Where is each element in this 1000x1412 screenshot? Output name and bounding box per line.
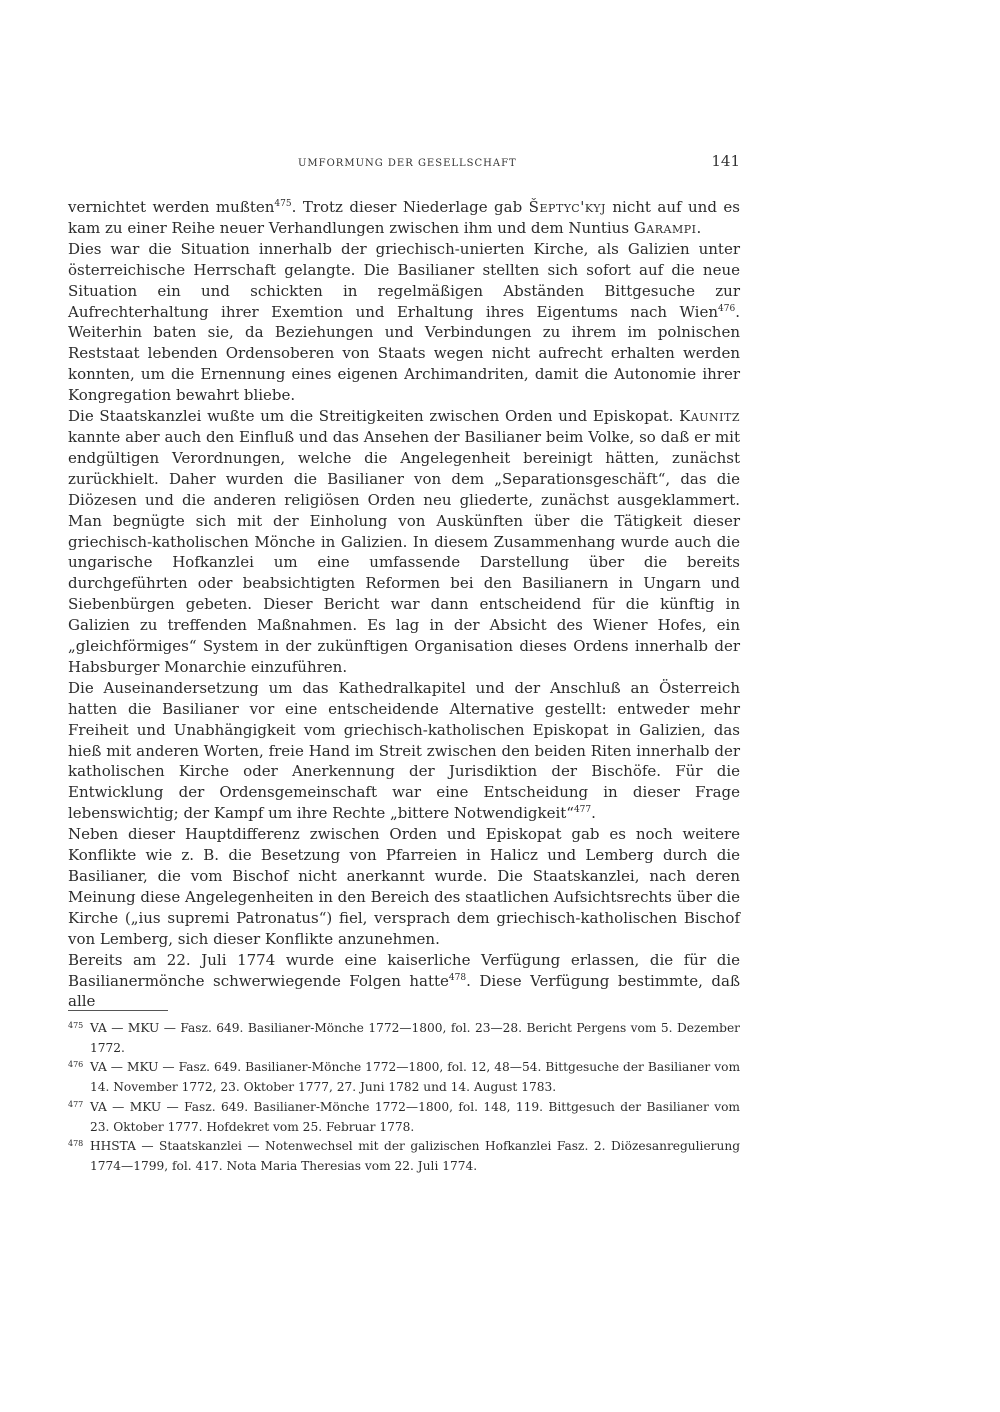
text-run: Die Auseinandersetzung um das Kathedralkapitel und der Anschluß an Österreich hatten die Basilianer vor eine entscheidende Alternative gestellt: entweder mehr Freiheit und Unabhängigkeit vom griechisch-katholischen Episkopat in Galizien, das hieß mit anderen Worten, freie Hand im Streit zwischen den beiden Riten innerhalb der katholischen Kirche oder Anerkennung der Jurisdiktion der Bischöfe. Für die Entwicklung der Ordensgemeinschaft war eine Entscheidung in dieser Frage lebenswichtig; der Kampf um ihre Rechte „bittere Notwendigkeit“ [68, 678, 740, 823]
footnote-ref: 478 [448, 972, 467, 983]
text-run: nicht auf und es kam zu einer Reihe neuer Verhandlungen zwischen ihm und dem Nuntius [68, 198, 740, 237]
text-run: . [591, 804, 596, 823]
footnote-text: VA — MKU — Fasz. 649. Basilianer-Mönche 1772—1800, fol. 148, 119. Bittgesuch der Basilianer vom 23. Oktober 1777. Hofdekret vom 25. Februar 1778. [90, 1099, 740, 1134]
text-run: Dies war die Situation innerhalb der griechisch-unierten Kirche, als Galizien unter österreichische Herrschaft gelangte. Die Basilianer stellten sich sofort auf die neue Situation ein und schickten in regelmäßigen Abständen Bittgesuche zur Aufrechterhaltung ihrer Exemtion und Erhaltung ihres Eigentums nach Wien [68, 239, 740, 321]
person-name: Kaunitz [679, 407, 740, 426]
footnote-ref: 475 [274, 199, 292, 209]
paragraph [68, 678, 740, 824]
text-run: . Diese Verfügung bestimmte, daß alle [68, 971, 740, 1011]
person-name: Garampi [633, 218, 697, 237]
text-run: kannte aber auch den Einfluß und das Ansehen der Basilianer beim Volke, so daß er mit endgültigen Verordnungen, welche die Angelegenheit bereinigt hätten, zunächst zurückhielt. Daher wurden die Basilianer von dem „Separationsgeschäft“, das die Diözesen und die anderen religiösen Orden neu gliederte, zunächst ausgeklammert. Man begnügte sich mit der Einholung von Auskünften über die Tätigkeit dieser griechisch-katholischen Mönche in Galizien. In diesem Zusammenhang wurde auch die ungarische Hofkanzlei um eine umfassende Darstellung über die bereits durchgeführten oder beabsichtigten Reformen bei den Basilianern in Ungarn und Siebenbürgen gebeten. Dieser Bericht war dann entscheidend für die künftig in Galizien zu treffenden Maßnahmen. Es lag in der Absicht des Wiener Hofes, ein „gleichförmiges“ System in der zukünftigen Organisation dieses Ordens innerhalb der Habsburger Monarchie einzuführen. [68, 427, 740, 676]
footnotes [68, 1019, 740, 1177]
paragraph [68, 197, 740, 239]
footnote-number: 477 [68, 1099, 84, 1109]
footnote [68, 1019, 740, 1058]
footnote-number: 478 [68, 1139, 84, 1149]
page-header [68, 152, 740, 174]
running-head: UMFORMUNG DER GESELLSCHAFT [298, 158, 517, 169]
text-run: vernichtet werden mußten [68, 198, 275, 216]
footnote [68, 1137, 740, 1176]
footnote-text: VA — MKU — Fasz. 649. Basilianer-Mönche 1772—1800, fol. 23—28. Bericht Pergens vom 5. Dezember 1772. [90, 1021, 740, 1055]
footnote [68, 1058, 740, 1097]
text-run: . Weiterhin baten sie, da Beziehungen und Verbindungen zu ihrem im polnischen Reststaat lebenden Ordensoberen von Staats wegen nicht aufrecht erhalten werden konnten, um die Ernennung eines eigenen Archimandriten, damit die Autonomie ihrer Kongregation bewahrt bliebe. [68, 302, 740, 405]
text-run: Bereits am 22. Juli 1774 wurde eine kaiserliche Verfügung erlassen, die für die Basilianermönche schwerwiegende Folgen hatte [68, 950, 740, 990]
paragraph [68, 950, 740, 1013]
footnote [68, 1098, 740, 1137]
page-number: 141 [711, 152, 740, 170]
footnote-text: HHSTA — Staatskanzlei — Notenwechsel mit der galizischen Hofkanzlei Fasz. 2. Diözesanregulierung 1774—1799, fol. 417. Nota Maria Theresias vom 22. Juli 1774. [90, 1139, 740, 1173]
paragraph [68, 824, 740, 949]
footnote-ref: 476 [718, 303, 736, 314]
footnote-number: 476 [68, 1060, 84, 1070]
text-run: . Trotz dieser Niederlage gab [291, 198, 529, 216]
paragraph [68, 406, 740, 678]
paragraph [68, 239, 740, 406]
footnote-divider [68, 1010, 168, 1011]
footnote-number: 475 [68, 1021, 84, 1030]
body-text [68, 197, 740, 1012]
footnote-ref: 477 [573, 805, 592, 816]
footnote-text: VA — MKU — Fasz. 649. Basilianer-Mönche 1772—1800, fol. 12, 48—54. Bittgesuche der Basilianer vom 14. November 1772, 23. Oktober 1777, 27. Juni 1782 und 14. August 1783. [90, 1060, 740, 1095]
text-run: . [696, 218, 702, 237]
person-name: Šeptyc'kyj [528, 198, 606, 216]
text-run: Die Staatskanzlei wußte um die Streitigkeiten zwischen Orden und Episkopat. [68, 407, 680, 426]
text-run: Neben dieser Hauptdifferenz zwischen Orden und Episkopat gab es noch weitere Konflikte wie z. B. die Besetzung von Pfarreien in Halicz und Lemberg durch die Basilianer, die vom Bischof nicht anerkannt wurde. Die Staatskanzlei, nach deren Meinung diese Angelegenheiten in den Bereich des staatlichen Aufsichtsrechts über die Kirche („ius supremi Patronatus“) fiel, versprach dem griechisch-katholischen Bischof von Lemberg, sich dieser Konflikte anzunehmen. [68, 825, 740, 948]
